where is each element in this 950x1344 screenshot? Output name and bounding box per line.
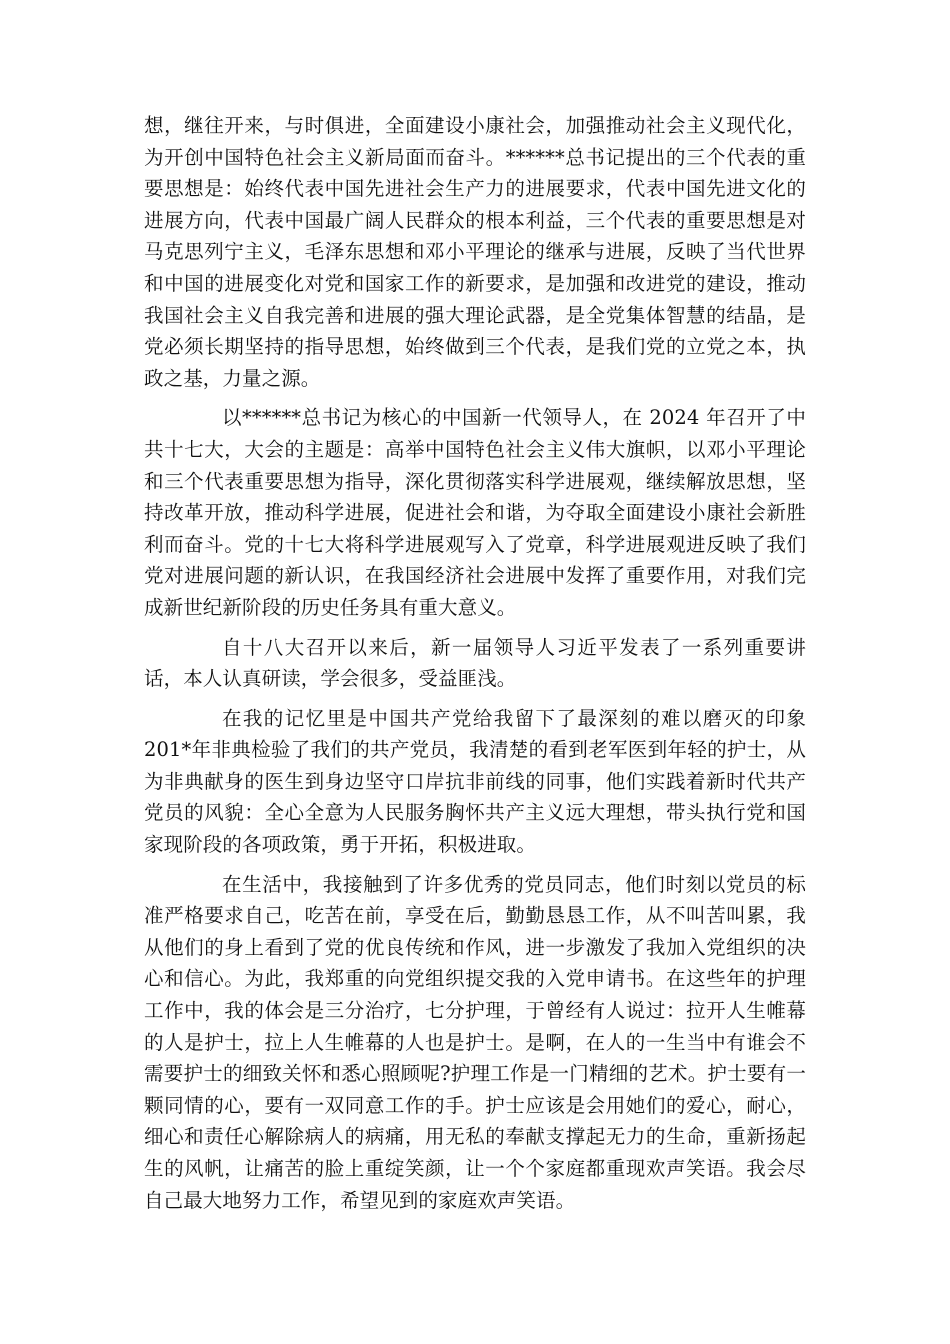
paragraph-5: 在生活中，我接触到了许多优秀的党员同志，他们时刻以党员的标准严格要求自己，吃苦在前，享受在后，勤勤恳恳工作，从不叫苦叫累，我从他们的身上看到了党的优良传统和作风，进一步激发了我加入党组织的决心和信心。为此，我郑重的向党组织提交我的入党申请书。在这些年的护理工作中，我的体会是三分治疗，七分护理，于曾经有人说过：拉开人生帷幕的人是护士，拉上人生帷幕的人也是护士。是啊，在人的一生当中有谁会不需要护士的细致关怀和悉心照顾呢?护理工作是一门精细的艺术。护士要有一颗同情的心，要有一双同意工作的手。护士应该是会用她们的爱心，耐心，细心和责任心解除病人的病痛，用无私的奉献支撑起无力的生命，重新扬起生的风帆，让痛苦的脸上重绽笑颜，让一个个家庭都重现欢声笑语。我会尽自己最大地努力工作，希望见到的家庭欢声笑语。 xyxy=(144,872,806,1212)
paragraph-2: 以******总书记为核心的中国新一代领导人，在 2024 年召开了中共十七大，大会的主题是：高举中国特色社会主义伟大旗帜，以邓小平理论和三个代表重要思想为指导，深化贯彻落实科学进展观，继续解放思想，坚持改革开放，推动科学进展，促进社会和谐，为夺取全面建设小康社会新胜利而奋斗。党的十七大将科学进展观写入了党章，科学进展观进反映了我们党对进展问题的新认识，在我国经济社会进展中发挥了重要作用，对我们完成新世纪新阶段的历史任务具有重大意义。 xyxy=(144,406,806,619)
paragraph-3: 自十八大召开以来后，新一届领导人习近平发表了一系列重要讲话，本人认真研读，学会很多，受益匪浅。 xyxy=(144,635,806,691)
paragraph-4: 在我的记忆里是中国共产党给我留下了最深刻的难以磨灭的印象 201*年非典检验了我们的共产党员，我清楚的看到老军医到年轻的护士，从为非典献身的医生到身边坚守口岸抗非前线的同事，他们实践着新时代共产党员的风貌：全心全意为人民服务胸怀共产主义远大理想，带头执行党和国家现阶段的各项政策，勇于开拓，积极进取。 xyxy=(144,706,806,857)
paragraph-1: 想，继往开来，与时俱进，全面建设小康社会，加强推动社会主义现代化，为开创中国特色社会主义新局面而奋斗。******总书记提出的三个代表的重要思想是：始终代表中国先进社会生产力的进展要求，代表中国先进文化的进展方向，代表中国最广阔人民群众的根本利益，三个代表的重要思想是对马克思列宁主义，毛泽东思想和邓小平理论的继承与进展，反映了当代世界和中国的进展变化对党和国家工作的新要求，是加强和改进党的建设，推动我国社会主义自我完善和进展的强大理论武器，是全党集体智慧的结晶，是党必须长期坚持的指导思想，始终做到三个代表，是我们党的立党之本，执政之基，力量之源。 xyxy=(144,114,806,390)
